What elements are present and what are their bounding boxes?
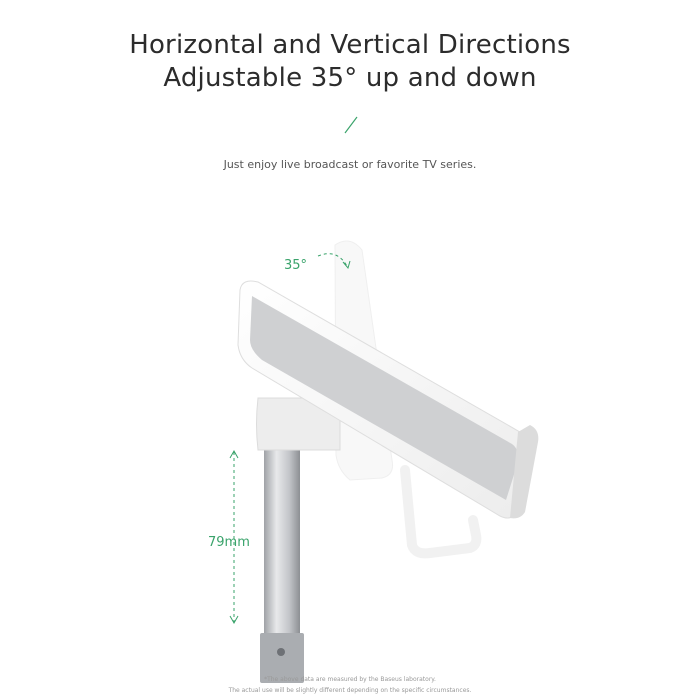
subtitle: Just enjoy live broadcast or favorite TV series. (223, 158, 477, 171)
height-label: 79mm (208, 535, 250, 550)
angle-label: 35° (284, 258, 308, 273)
pole-button (277, 648, 285, 656)
footnote-line-1: *The above data are measured by the Baseus laboratory. (264, 676, 436, 683)
heading-line-1: Horizontal and Vertical Directions (129, 30, 571, 60)
heading-line-2: Adjustable 35° up and down (163, 63, 537, 93)
footnote-line-2: The actual use will be slightly different depending on the specific circumstances. (228, 687, 472, 694)
